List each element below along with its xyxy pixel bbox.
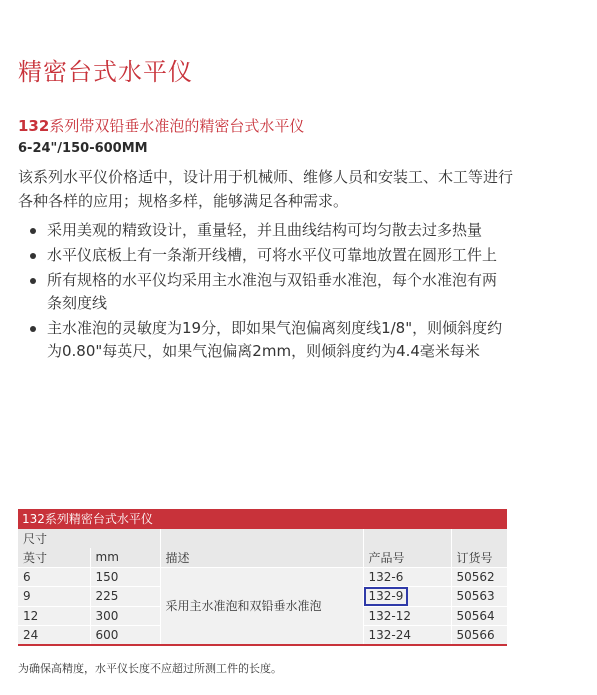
- bullet-icon: [30, 253, 36, 259]
- cell-order-no: 50564: [451, 606, 507, 625]
- subtitle-text: 系列带双铅垂水准泡的精密台式水平仪: [49, 117, 305, 135]
- highlighted-product-no: 132-9: [364, 587, 409, 606]
- size-range: 6-24"/150-600MM: [18, 141, 148, 156]
- cell-inch: 6: [18, 567, 90, 586]
- cell-mm: 600: [90, 625, 160, 644]
- feature-text: 水平仪底板上有一条渐开线槽，可将水平仪可靠地放置在圆形工件上: [47, 246, 498, 264]
- cell-product-no: 132-6: [363, 567, 451, 586]
- table-bottom-rule: [18, 644, 507, 646]
- col-header-size: 尺寸: [18, 529, 160, 548]
- table-row: [18, 567, 507, 586]
- feature-list: [30, 219, 510, 365]
- product-subtitle: [18, 115, 304, 136]
- col-header-desc: 描述: [160, 548, 363, 567]
- spec-table: [18, 509, 507, 646]
- cell-description: 采用主水准泡和双铅垂水准泡: [160, 567, 363, 644]
- intro-paragraph: 该系列水平仪价格适中，设计用于机械师、维修人员和安装工、木工等进行各种各样的应用；规格多样，能够满足各种需求。: [18, 168, 514, 210]
- feature-text: 主水准泡的灵敏度为19分，即如果气泡偏离刻度线1/8"，则倾斜度约为0.80"每英尺，如果气泡偏离2mm，则倾斜度约为4.4毫米每米: [47, 319, 503, 360]
- bullet-icon: [30, 228, 36, 234]
- cell-order-no: 50566: [451, 625, 507, 644]
- cell-product-no: [363, 586, 451, 606]
- spec-grid: [18, 529, 507, 644]
- cell-product-no: 132-12: [363, 606, 451, 625]
- feature-text: 采用美观的精致设计，重量轻，并且曲线结构可均匀散去过多热量: [47, 221, 483, 239]
- cell-mm: 225: [90, 586, 160, 606]
- table-caption: 132系列精密台式水平仪: [18, 509, 507, 529]
- col-header-order-no: 订货号: [451, 548, 507, 567]
- feature-item: [30, 219, 510, 242]
- feature-item: [30, 244, 510, 267]
- cell-inch: 9: [18, 586, 90, 606]
- col-header-mm: mm: [90, 548, 160, 567]
- feature-item: [30, 269, 510, 315]
- cell-product-no: 132-24: [363, 625, 451, 644]
- table-header-row: [18, 548, 507, 567]
- series-number: 132: [18, 117, 50, 135]
- footnote: 为确保高精度，水平仪长度不应超过所测工件的长度。: [18, 662, 282, 675]
- bullet-icon: [30, 326, 36, 332]
- cell-inch: 24: [18, 625, 90, 644]
- cell-mm: 300: [90, 606, 160, 625]
- bullet-icon: [30, 278, 36, 284]
- cell-order-no: 50563: [451, 586, 507, 606]
- table-header-row: [18, 529, 507, 548]
- col-header-product-no: 产品号: [363, 548, 451, 567]
- cell-mm: 150: [90, 567, 160, 586]
- page-title: 精密台式水平仪: [18, 58, 193, 86]
- feature-text: 所有规格的水平仪均采用主水准泡与双铅垂水准泡，每个水准泡有两条刻度线: [47, 271, 498, 312]
- cell-order-no: 50562: [451, 567, 507, 586]
- feature-item: [30, 317, 510, 363]
- cell-inch: 12: [18, 606, 90, 625]
- col-header-inch: 英寸: [18, 548, 90, 567]
